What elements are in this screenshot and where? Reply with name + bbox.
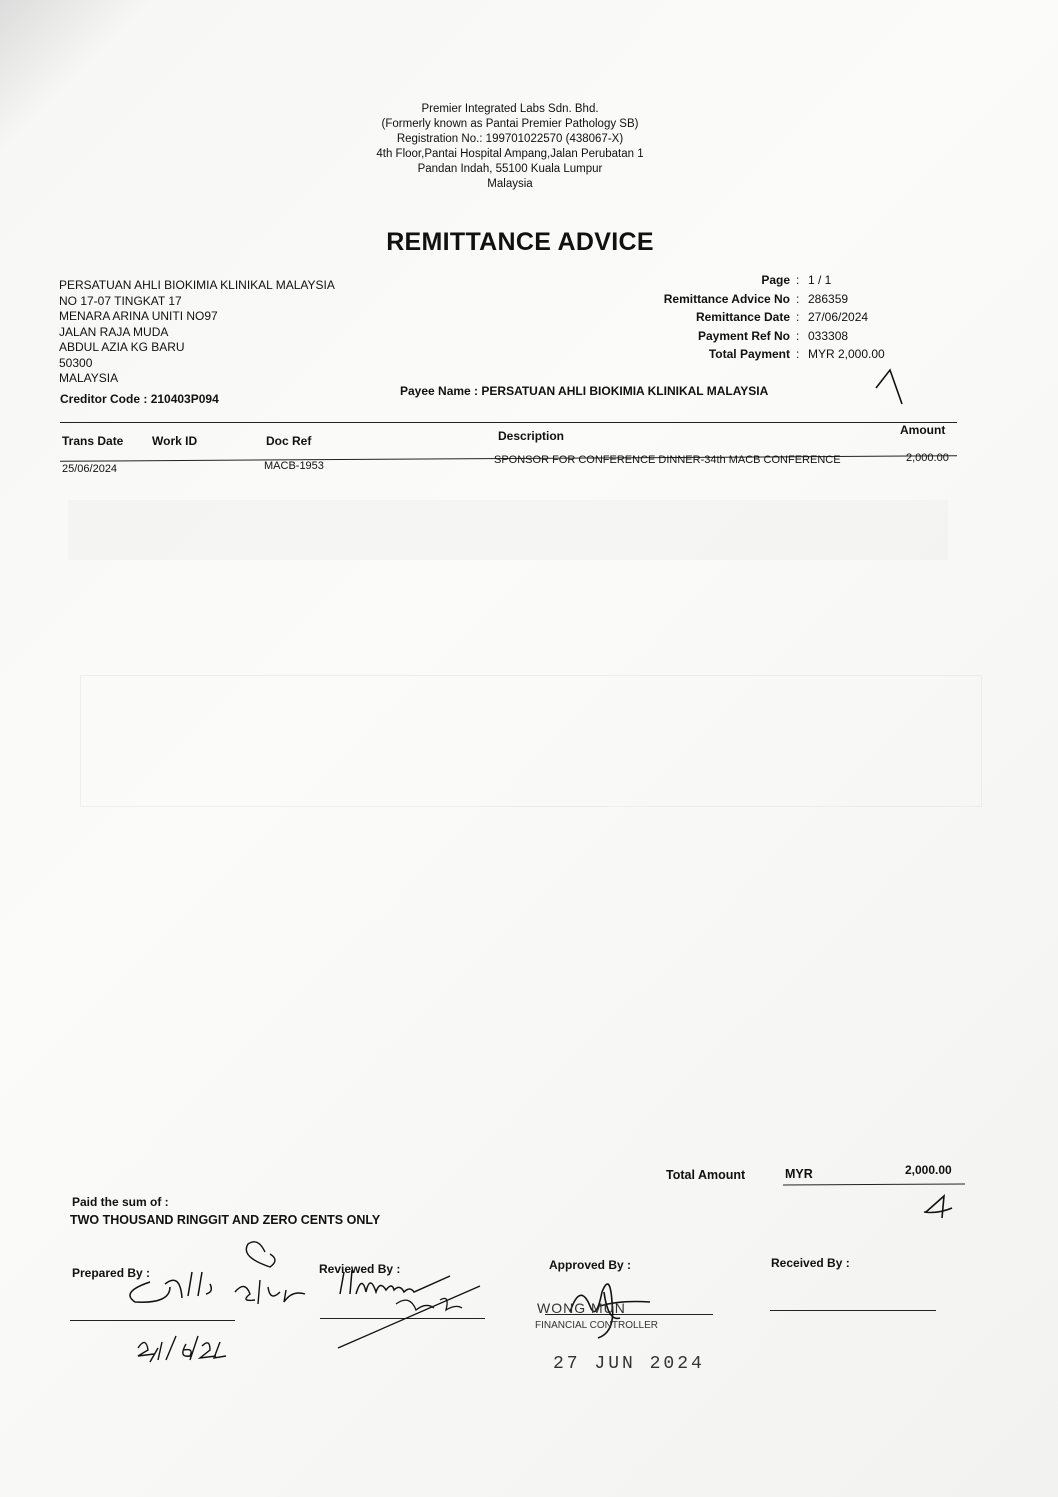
- recipient-line: JALAN RAJA MUDA: [59, 324, 169, 339]
- recipient-line: MALAYSIA: [59, 371, 119, 385]
- column-header-description: Description: [498, 429, 565, 443]
- payee-label: Payee Name :: [400, 384, 479, 398]
- paid-sum-words: TWO THOUSAND RINGGIT AND ZERO CENTS ONLY: [70, 1213, 381, 1227]
- total-amount-value: 2,000.00: [905, 1163, 952, 1177]
- advice-info-labels: [600, 271, 790, 364]
- column-header-amount: Amount: [900, 423, 946, 437]
- remittance-date-value: 27/06/2024: [808, 310, 869, 324]
- document-title: REMITTANCE ADVICE: [386, 228, 654, 256]
- table-cell-trans-date: 25/06/2024: [62, 463, 118, 475]
- recipient-line: MENARA ARINA UNITI NO97: [59, 309, 218, 323]
- remittance-advice-no-value: 286359: [808, 291, 849, 306]
- total-amount-underline: [783, 1184, 965, 1186]
- table-top-rule: [60, 422, 957, 423]
- recipient-address: [59, 278, 335, 387]
- page-value: 1 / 1: [808, 273, 832, 287]
- advice-info-colons: : : : : :: [796, 273, 800, 361]
- reviewed-by-label: Reviewed By :: [319, 1262, 401, 1276]
- page-label: Page: [761, 273, 790, 287]
- bleed-through-table: [80, 675, 982, 807]
- company-address-line2: Pandan Indah, 55100 Kuala Lumpur: [417, 163, 603, 175]
- remittance-advice-no-label: Remittance Advice No: [663, 291, 790, 306]
- company-name: Premier Integrated Labs Sdn. Bhd.: [421, 103, 599, 115]
- recipient-line: NO 17-07 TINGKAT 17: [59, 293, 182, 308]
- reviewed-by-signature: [330, 1264, 490, 1354]
- approved-by-label: Approved By :: [549, 1258, 632, 1272]
- recipient-line: ABDUL AZIA KG BARU: [59, 340, 185, 354]
- column-header-doc-ref: Doc Ref: [266, 434, 312, 448]
- creditor-code: [60, 392, 219, 406]
- table-cell-doc-ref: MACB-1953: [264, 460, 324, 472]
- total-amount-currency: MYR: [785, 1167, 813, 1181]
- creditor-code-label: Creditor Code :: [60, 392, 148, 406]
- total-payment-label: Total Payment: [708, 347, 790, 361]
- received-by-label: Received By :: [771, 1256, 850, 1270]
- date-stamp: 27 JUN 2024: [553, 1354, 705, 1374]
- table-cell-description: SPONSOR FOR CONFERENCE DINNER-34th MACB CONFERENCE: [494, 454, 841, 466]
- handwritten-check-mark: [872, 364, 912, 408]
- prepared-by-label: Prepared By :: [72, 1266, 151, 1280]
- company-country: Malaysia: [487, 178, 533, 190]
- payment-ref-no-label: Payment Ref No: [697, 328, 790, 343]
- creditor-code-value: 210403P094: [150, 392, 219, 406]
- remittance-date-label: Remittance Date: [695, 310, 790, 324]
- payment-ref-no-value: 033308: [808, 328, 849, 343]
- column-header-trans-date: Trans Date: [62, 434, 124, 448]
- column-header-work-id: Work ID: [152, 434, 198, 448]
- table-cell-amount: 2,000.00: [906, 452, 949, 464]
- bleed-through-row: [68, 500, 948, 560]
- paid-sum-label: Paid the sum of :: [72, 1195, 169, 1209]
- company-address-line1: 4th Floor,Pantai Hospital Ampang,Jalan Perubatan 1: [376, 148, 644, 160]
- company-registration: Registration No.: 199701022570 (438067-X): [396, 133, 624, 145]
- handwritten-check-mark: [922, 1192, 962, 1226]
- total-payment-value: MYR 2,000.00: [808, 347, 885, 361]
- recipient-line: PERSATUAN AHLI BIOKIMIA KLINIKAL MALAYSIA: [59, 278, 335, 292]
- advice-info-values: [808, 271, 885, 364]
- prepared-by-date-handwriting: [132, 1330, 232, 1366]
- prepared-by-signature: [110, 1232, 320, 1332]
- payee-value: PERSATUAN AHLI BIOKIMIA KLINIKAL MALAYSIA: [481, 384, 769, 398]
- total-amount-label: Total Amount: [666, 1168, 746, 1182]
- approver-stamp-title: FINANCIAL CONTROLLER: [535, 1320, 658, 1331]
- company-former-name: (Formerly known as Pantai Premier Pathology SB): [381, 118, 639, 130]
- approver-stamp-name: WONG MUN: [537, 1300, 626, 1316]
- recipient-line: 50300: [59, 355, 93, 370]
- payee-name: [400, 384, 768, 398]
- company-header: [300, 102, 720, 192]
- received-signature-line: [770, 1310, 936, 1311]
